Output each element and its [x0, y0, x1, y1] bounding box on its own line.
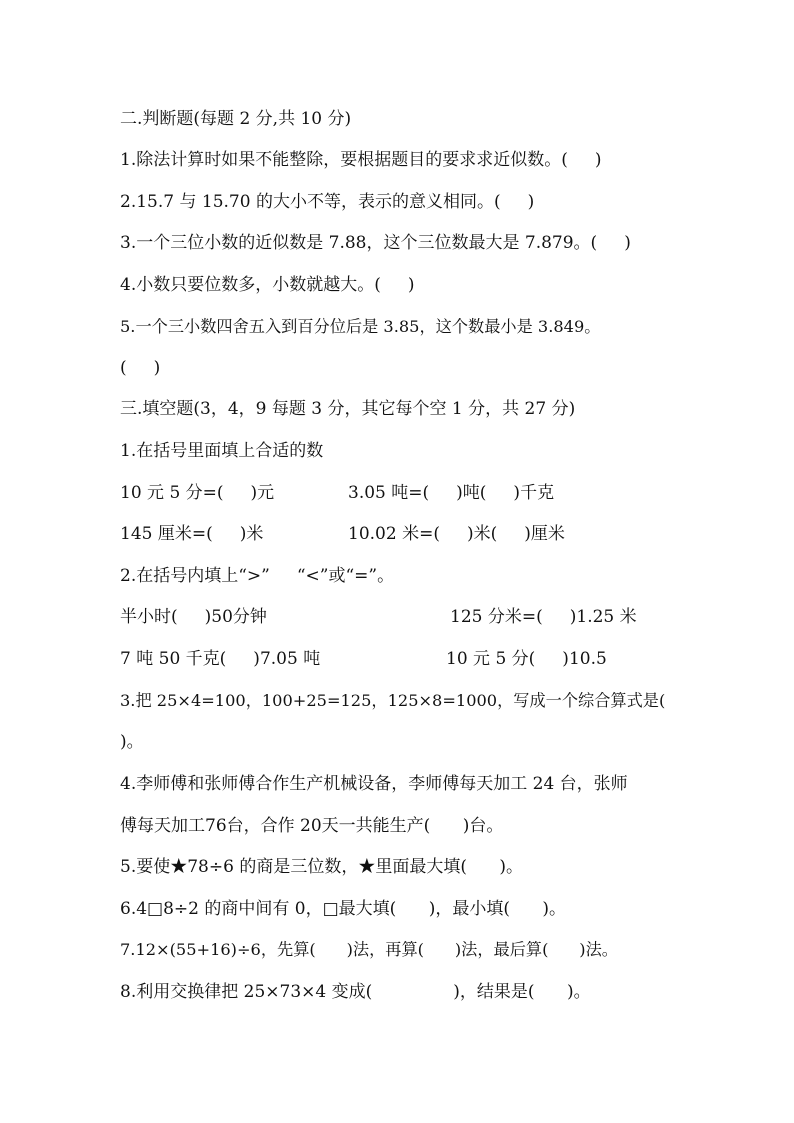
- judge-item-1: 1.除法计算时如果不能整除，要根据题目的要求求近似数。( ): [120, 150, 602, 170]
- fill-q3-line1: 3.把 25×4=100，100+25=125，125×8=1000，写成一个综合算式是(: [120, 691, 666, 710]
- judge-item-4: 4.小数只要位数多，小数就越大。( ): [120, 275, 415, 295]
- judge-item-5-blank: ( ): [120, 358, 161, 378]
- fill-q5: 5.要使★78÷6 的商是三位数，★里面最大填( )。: [120, 857, 524, 877]
- fill-q4-line2: 傅每天加工76台，合作 20天一共能生产( )台。: [120, 816, 504, 836]
- fill-q8: 8.利用交换律把 25×73×4 变成( )，结果是( )。: [120, 982, 591, 1002]
- fill-q2-row1-left: 半小时( )50分钟: [120, 607, 267, 627]
- fill-q2-title: 2.在括号内填上“>” “<”或“=”。: [120, 566, 395, 586]
- fill-q2-row2-left: 7 吨 50 千克( )7.05 吨: [120, 649, 321, 669]
- fill-q1-row1-right: 3.05 吨=( )吨( )千克: [348, 483, 555, 503]
- fill-q1-row2-left: 145 厘米=( )米: [120, 524, 264, 544]
- fill-q4-line1: 4.李师傅和张师傅合作生产机械设备，李师傅每天加工 24 台，张师: [120, 774, 628, 794]
- judge-item-5: 5.一个三小数四舍五入到百分位后是 3.85，这个数最小是 3.849。: [120, 317, 601, 336]
- fill-q3-line2: )。: [120, 732, 144, 752]
- section-2-heading: 二.判断题(每题 2 分,共 10 分): [120, 109, 352, 129]
- judge-item-3: 3.一个三位小数的近似数是 7.88，这个三位数最大是 7.879。( ): [120, 233, 631, 253]
- fill-q2-row2-right: 10 元 5 分( )10.5: [446, 649, 607, 669]
- section-3-heading: 三.填空题(3，4，9 每题 3 分，其它每个空 1 分，共 27 分): [120, 399, 576, 419]
- fill-q2-row1-right: 125 分米=( )1.25 米: [450, 607, 637, 627]
- fill-q6: 6.4□8÷2 的商中间有 0，□最大填( )，最小填( )。: [120, 899, 567, 919]
- fill-q1-title: 1.在括号里面填上合适的数: [120, 441, 324, 461]
- fill-q1-row2-right: 10.02 米=( )米( )厘米: [348, 524, 565, 544]
- fill-q1-row1-left: 10 元 5 分=( )元: [120, 483, 275, 503]
- fill-q7: 7.12×(55+16)÷6，先算( )法，再算( )法，最后算( )法。: [120, 940, 618, 959]
- judge-item-2: 2.15.7 与 15.70 的大小不等，表示的意义相同。( ): [120, 192, 535, 212]
